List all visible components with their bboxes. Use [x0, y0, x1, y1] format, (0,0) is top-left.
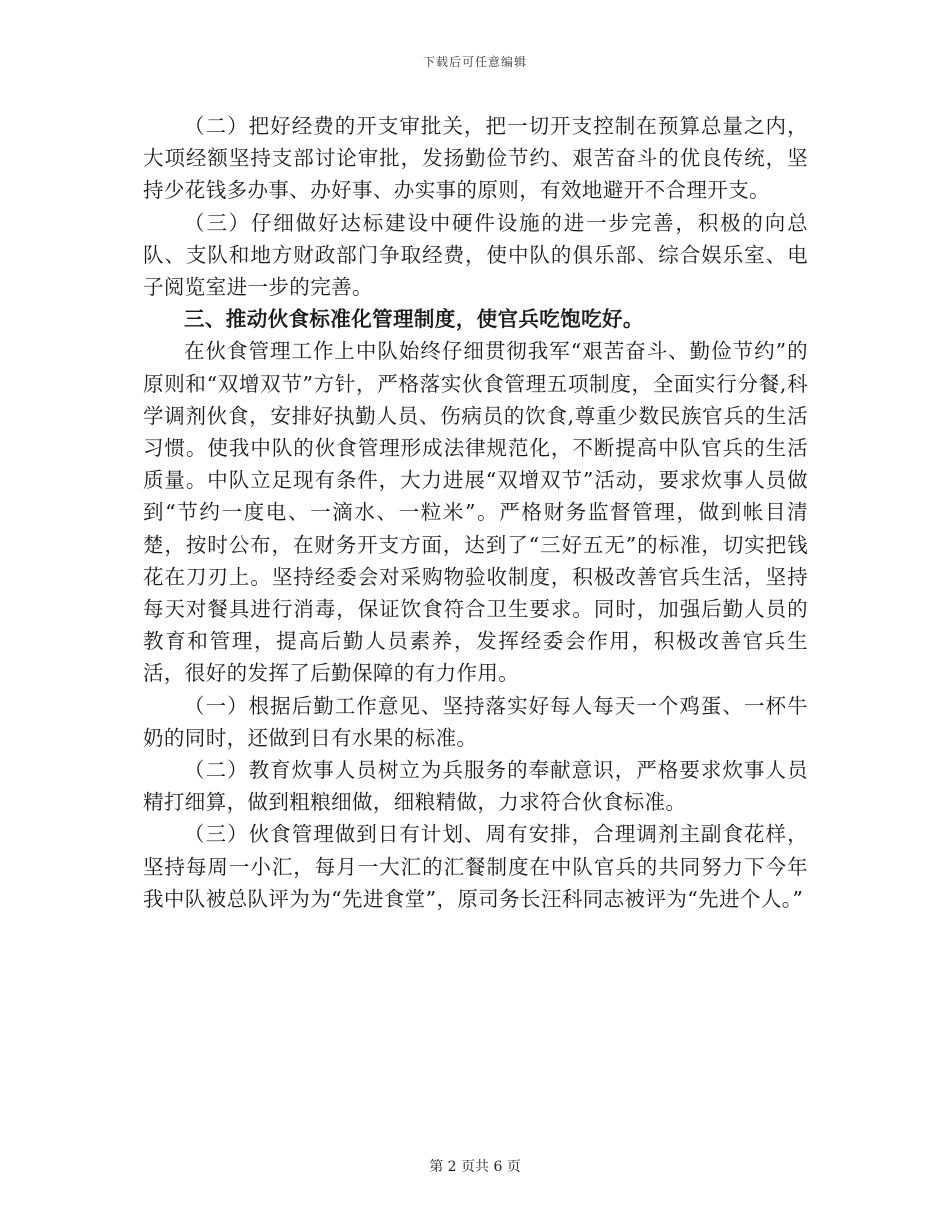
- paragraph-cook-education: （二）教育炊事人员树立为兵服务的奉献意识，严格要求炊事人员精打细算，做到粗粮细做，细粮精做，力求符合伙食标准。: [143, 758, 808, 815]
- paragraph-hardware-facilities: （三）仔细做好达标建设中硬件设施的进一步完善，积极的向总队、支队和地方财政部门争取经费，使中队的俱乐部、综合娱乐室、电子阅览室进一步的完善。: [143, 210, 808, 300]
- paragraph-daily-egg-milk: （一）根据后勤工作意见、坚持落实好每人每天一个鸡蛋、一杯牛奶的同时，还做到日有水果的标准。: [143, 693, 808, 750]
- document-body: [143, 110, 808, 915]
- paragraph-meal-planning: （三）伙食管理做到日有计划、周有安排，合理调剂主副食花样，坚持每周一小汇，每月一大汇的汇餐制度在中队官兵的共同努力下今年我中队被总队评为为“先进食堂”，原司务长汪科同志被评为“先进个人。”: [143, 822, 808, 911]
- section-heading-mess-management: 三、推动伙食标准化管理制度，使官兵吃饱吃好。: [184, 307, 644, 332]
- paragraph-mess-management: 在伙食管理工作上中队始终仔细贯彻我军“艰苦奋斗、勤俭节约”的原则和“双增双节”方针，严格落实伙食管理五项制度，全面实行分餐,科学调剂伙食，安排好执勤人员、伤病员的饮食,尊重少数民族官兵的生活习惯。使我中队的伙食管理形成法律规范化，不断提高中队官兵的生活质量。中队立足现有条件，大力进展“双增双节”活动，要求炊事人员做到“节约一度电、一滴水、一粒米”。严格财务监督管理，做到帐目清楚，按时公布，在财务开支方面，达到了“三好五无”的标准，切实把钱花在刀刃上。坚持经委会对采购物验收制度，积极改善官兵生活，坚持每天对餐具进行消毒，保证饮食符合卫生要求。同时，加强后勤人员的教育和管理，提高后勤人员素养，发挥经委会作用，积极改善官兵生活，很好的发挥了后勤保障的有力作用。: [143, 339, 808, 686]
- page-header-note: 下载后可任意编辑: [422, 55, 527, 69]
- page-number-footer: 第 2 页共 6 页: [429, 1159, 521, 1175]
- paragraph-expense-approval: （二）把好经费的开支审批关，把一切开支控制在预算总量之内，大项经额坚持支部讨论审批，发扬勤俭节约、艰苦奋斗的优良传统，坚持少花钱多办事、办好事、办实事的原则，有效地避开不合理开支。: [143, 114, 808, 203]
